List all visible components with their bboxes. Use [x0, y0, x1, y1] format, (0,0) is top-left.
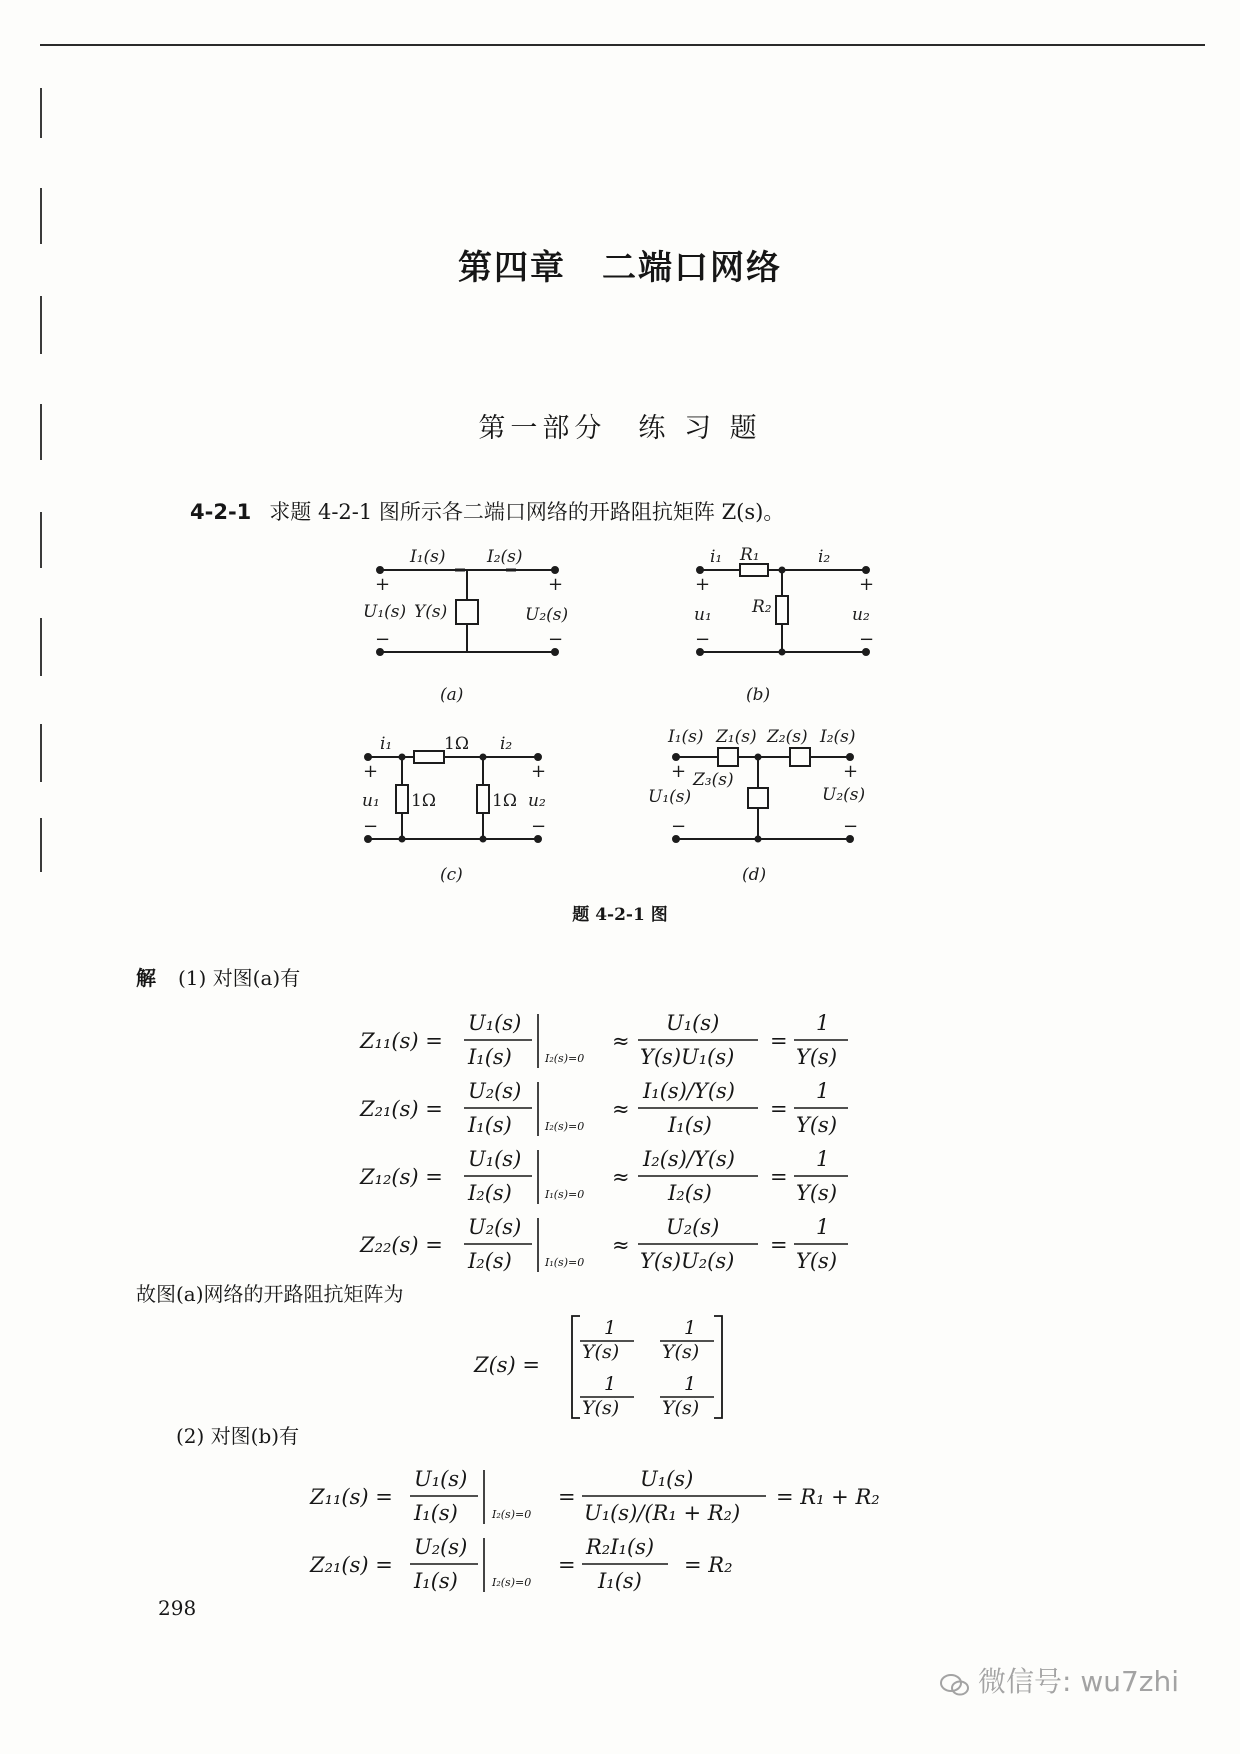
eq-lhs: Z₁₁(s) =: [360, 1029, 443, 1053]
equation-z11-a: [359, 1011, 837, 1069]
eq-numerator: U₁(s): [666, 1011, 720, 1035]
equation-z22-a: [359, 1215, 837, 1273]
eq-denominator: U₁(s)/(R₁ + R₂): [584, 1501, 741, 1525]
caption-c: (c): [440, 865, 463, 885]
part-title: 第一部分 练 习 题: [478, 413, 762, 444]
svg-text:+: +: [671, 761, 687, 782]
label-a-u2: U₂(s): [525, 605, 569, 625]
eq-denominator: Y(s): [796, 1045, 838, 1069]
page-number: 298: [158, 1596, 197, 1620]
matrix-cell-den: Y(s): [582, 1397, 620, 1419]
eq-lhs: Z₂₁(s) =: [310, 1553, 393, 1577]
problem-number: 4-2-1: [190, 500, 252, 524]
eq-approx: ≈: [612, 1097, 630, 1121]
eq-condition: I₂(s)=0: [545, 1052, 585, 1065]
eq-condition: I₁(s)=0: [545, 1188, 585, 1201]
svg-text:−: −: [363, 816, 379, 837]
label-b-r1: R₁: [740, 545, 760, 565]
eq-denominator: I₂(s): [668, 1181, 712, 1205]
label-b-i2: i₂: [818, 547, 831, 567]
eq-numerator: U₂(s): [468, 1079, 522, 1103]
figure-caption: 题 4-2-1 图: [572, 905, 668, 925]
eq-equals: =: [770, 1165, 788, 1189]
eq-denominator: Y(s): [796, 1249, 838, 1273]
label-c-r-right: 1Ω: [492, 791, 517, 811]
label-a-i2: I₂(s): [487, 547, 523, 567]
wechat-icon: [940, 1671, 970, 1695]
eq-condition: I₂(s)=0: [545, 1120, 585, 1133]
matrix-left-bracket: [572, 1316, 580, 1418]
eq-approx: ≈: [612, 1233, 630, 1257]
eq-denominator: I₁(s): [468, 1113, 512, 1137]
svg-text:−: −: [531, 816, 547, 837]
matrix-cell-den: Y(s): [662, 1397, 700, 1419]
label-c-r-left: 1Ω: [411, 791, 436, 811]
eq-numerator: I₁(s)/Y(s): [643, 1079, 735, 1103]
label-d-u2: U₂(s): [822, 785, 866, 805]
svg-text:+: +: [695, 574, 711, 595]
eq-numerator: U₁(s): [468, 1147, 522, 1171]
eq-equals: =: [770, 1029, 788, 1053]
eq-numerator: 1: [816, 1147, 830, 1171]
caption-b: (b): [746, 685, 771, 705]
label-a-u1: U₁(s): [363, 602, 407, 622]
svg-text:+: +: [375, 574, 391, 595]
svg-text:+: +: [363, 761, 379, 782]
part1-intro: (1) 对图(a)有: [178, 966, 301, 990]
label-c-r-series: 1Ω: [444, 734, 469, 754]
eq-equals: =: [558, 1553, 576, 1577]
eq-condition: I₂(s)=0: [492, 1508, 532, 1521]
eq-denominator: Y(s)U₁(s): [640, 1045, 735, 1069]
label-a-i1: I₁(s): [410, 547, 446, 567]
label-a-y: Y(s): [414, 602, 448, 622]
label-c-u1: u₁: [362, 791, 380, 811]
svg-text:−: −: [859, 629, 875, 650]
eq-denominator: I₂(s): [468, 1181, 512, 1205]
eq-lhs: Z₂₂(s) =: [360, 1233, 443, 1257]
label-b-u1: u₁: [694, 605, 712, 625]
label-d-i2: I₂(s): [820, 727, 856, 747]
label-c-i1: i₁: [380, 734, 393, 754]
equation-z21-a: [359, 1079, 837, 1137]
eq-numerator: U₂(s): [666, 1215, 720, 1239]
label-c-u2: u₂: [528, 791, 546, 811]
eq-numerator: U₁(s): [640, 1467, 694, 1491]
eq-numerator: U₂(s): [414, 1535, 468, 1559]
label-b-r2: R₂: [752, 597, 772, 617]
eq-approx: ≈: [612, 1165, 630, 1189]
equation-z12-a: [359, 1147, 837, 1205]
chapter-title: 第四章 二端口网络: [458, 248, 782, 288]
matrix-cell-num: 1: [684, 1373, 697, 1395]
svg-text:−: −: [695, 629, 711, 650]
eq-denominator: Y(s): [796, 1113, 838, 1137]
label-c-i2: i₂: [500, 734, 513, 754]
eq-denominator: I₁(s): [468, 1045, 512, 1069]
label-d-z2: Z₂(s): [767, 727, 808, 747]
svg-text:−: −: [843, 816, 859, 837]
eq-result: = R₂: [684, 1553, 733, 1577]
caption-a: (a): [440, 685, 464, 705]
impedance-matrix: [473, 1316, 722, 1419]
eq-equals: =: [558, 1485, 576, 1509]
matrix-cell-den: Y(s): [662, 1341, 700, 1363]
eq-numerator: U₂(s): [468, 1215, 522, 1239]
label-b-i1: i₁: [710, 547, 723, 567]
matrix-right-bracket: [714, 1316, 722, 1418]
eq-condition: I₂(s)=0: [492, 1576, 532, 1589]
eq-lhs: Z₁₁(s) =: [310, 1485, 393, 1509]
matrix-intro: 故图(a)网络的开路阻抗矩阵为: [136, 1282, 404, 1306]
eq-numerator: U₁(s): [468, 1011, 522, 1035]
watermark: [940, 1660, 1179, 1700]
problem-text: 求题 4-2-1 图所示各二端口网络的开路阻抗矩阵 Z(s)。: [269, 500, 785, 524]
label-d-u1: U₁(s): [648, 787, 692, 807]
eq-result: = R₁ + R₂: [776, 1485, 880, 1509]
matrix-cell-num: 1: [684, 1317, 697, 1339]
svg-text:+: +: [843, 761, 859, 782]
eq-approx: ≈: [612, 1029, 630, 1053]
eq-denominator: I₁(s): [414, 1569, 458, 1593]
label-b-u2: u₂: [852, 605, 870, 625]
solution-label: 解: [136, 966, 156, 990]
watermark-text: 微信号: wu7zhi: [978, 1665, 1180, 1698]
eq-numerator: 1: [816, 1215, 830, 1239]
eq-numerator: 1: [816, 1079, 830, 1103]
eq-lhs: Z₁₂(s) =: [360, 1165, 443, 1189]
eq-equals: =: [770, 1233, 788, 1257]
svg-text:−: −: [548, 629, 564, 650]
eq-lhs: Z₂₁(s) =: [360, 1097, 443, 1121]
label-d-i1: I₁(s): [668, 727, 704, 747]
svg-text:+: +: [531, 761, 547, 782]
matrix-lhs: Z(s) =: [474, 1353, 541, 1377]
svg-text:−: −: [375, 629, 391, 650]
eq-numerator: 1: [816, 1011, 830, 1035]
eq-numerator: R₂I₁(s): [586, 1535, 655, 1559]
matrix-cell-den: Y(s): [582, 1341, 620, 1363]
svg-text:+: +: [548, 574, 564, 595]
matrix-cell-num: 1: [604, 1317, 617, 1339]
caption-d: (d): [742, 865, 767, 885]
eq-equals: =: [770, 1097, 788, 1121]
equation-z21-b: [309, 1535, 733, 1593]
label-d-z1: Z₁(s): [716, 727, 757, 747]
eq-denominator: Y(s): [796, 1181, 838, 1205]
eq-numerator: U₁(s): [414, 1467, 468, 1491]
eq-denominator: I₁(s): [668, 1113, 712, 1137]
eq-denominator: I₁(s): [414, 1501, 458, 1525]
label-d-z3: Z₃(s): [693, 770, 734, 790]
eq-condition: I₁(s)=0: [545, 1256, 585, 1269]
eq-numerator: I₂(s)/Y(s): [643, 1147, 735, 1171]
eq-denominator: Y(s)U₂(s): [640, 1249, 735, 1273]
svg-text:+: +: [859, 574, 875, 595]
part2-intro: (2) 对图(b)有: [176, 1424, 300, 1448]
svg-text:−: −: [671, 816, 687, 837]
eq-denominator: I₁(s): [598, 1569, 642, 1593]
eq-denominator: I₂(s): [468, 1249, 512, 1273]
matrix-cell-num: 1: [604, 1373, 617, 1395]
